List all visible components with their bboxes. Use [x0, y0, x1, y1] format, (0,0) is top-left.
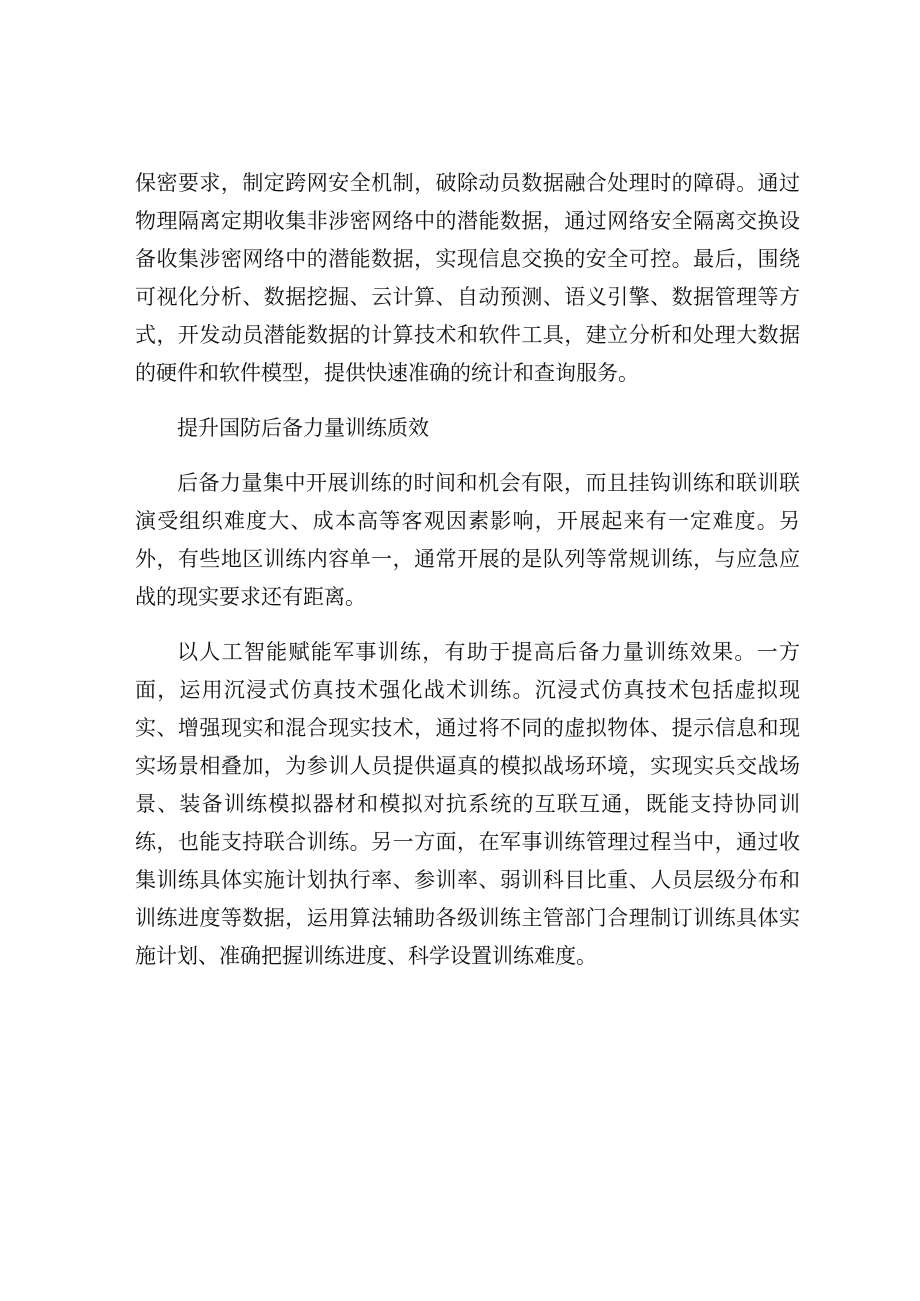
paragraph-ai-training: 以人工智能赋能军事训练，有助于提高后备力量训练效果。一方面，运用沉浸式仿真技术强化战术训练。沉浸式仿真技术包括虚拟现实、增强现实和混合现实技术，通过将不同的虚拟物体、提示信息和现实场景相叠加，为参训人员提供逼真的模拟战场环境，实现实兵交战场景、装备训练模拟器材和模拟对抗系统的互联互通，既能支持协同训练，也能支持联合训练。另一方面，在军事训练管理过程当中，通过收集训练具体实施计划执行率、参训率、弱训科目比重、人员层级分布和训练进度等数据，运用算法辅助各级训练主管部门合理制订训练具体实施计划、准确把握训练进度、科学设置训练难度。 — [135, 640, 800, 968]
document-body — [135, 164, 800, 975]
paragraph-continuation: 保密要求，制定跨网安全机制，破除动员数据融合处理时的障碍。通过物理隔离定期收集非涉密网络中的潜能数据，通过网络安全隔离交换设备收集涉密网络中的潜能数据，实现信息交换的安全可控。最后，围绕可视化分析、数据挖掘、云计算、自动预测、语义引擎、数据管理等方式，开发动员潜能数据的计算技术和软件工具，建立分析和处理大数据的硬件和软件模型，提供快速准确的统计和查询服务。 — [135, 171, 800, 385]
section-heading: 提升国防后备力量训练质效 — [177, 416, 429, 440]
paragraph-training-limits: 后备力量集中开展训练的时间和机会有限，而且挂钩训练和联训联演受组织难度大、成本高等客观因素影响，开展起来有一定难度。另外，有些地区训练内容单一，通常开展的是队列等常规训练，与应急应战的现实要求还有距离。 — [135, 471, 800, 609]
